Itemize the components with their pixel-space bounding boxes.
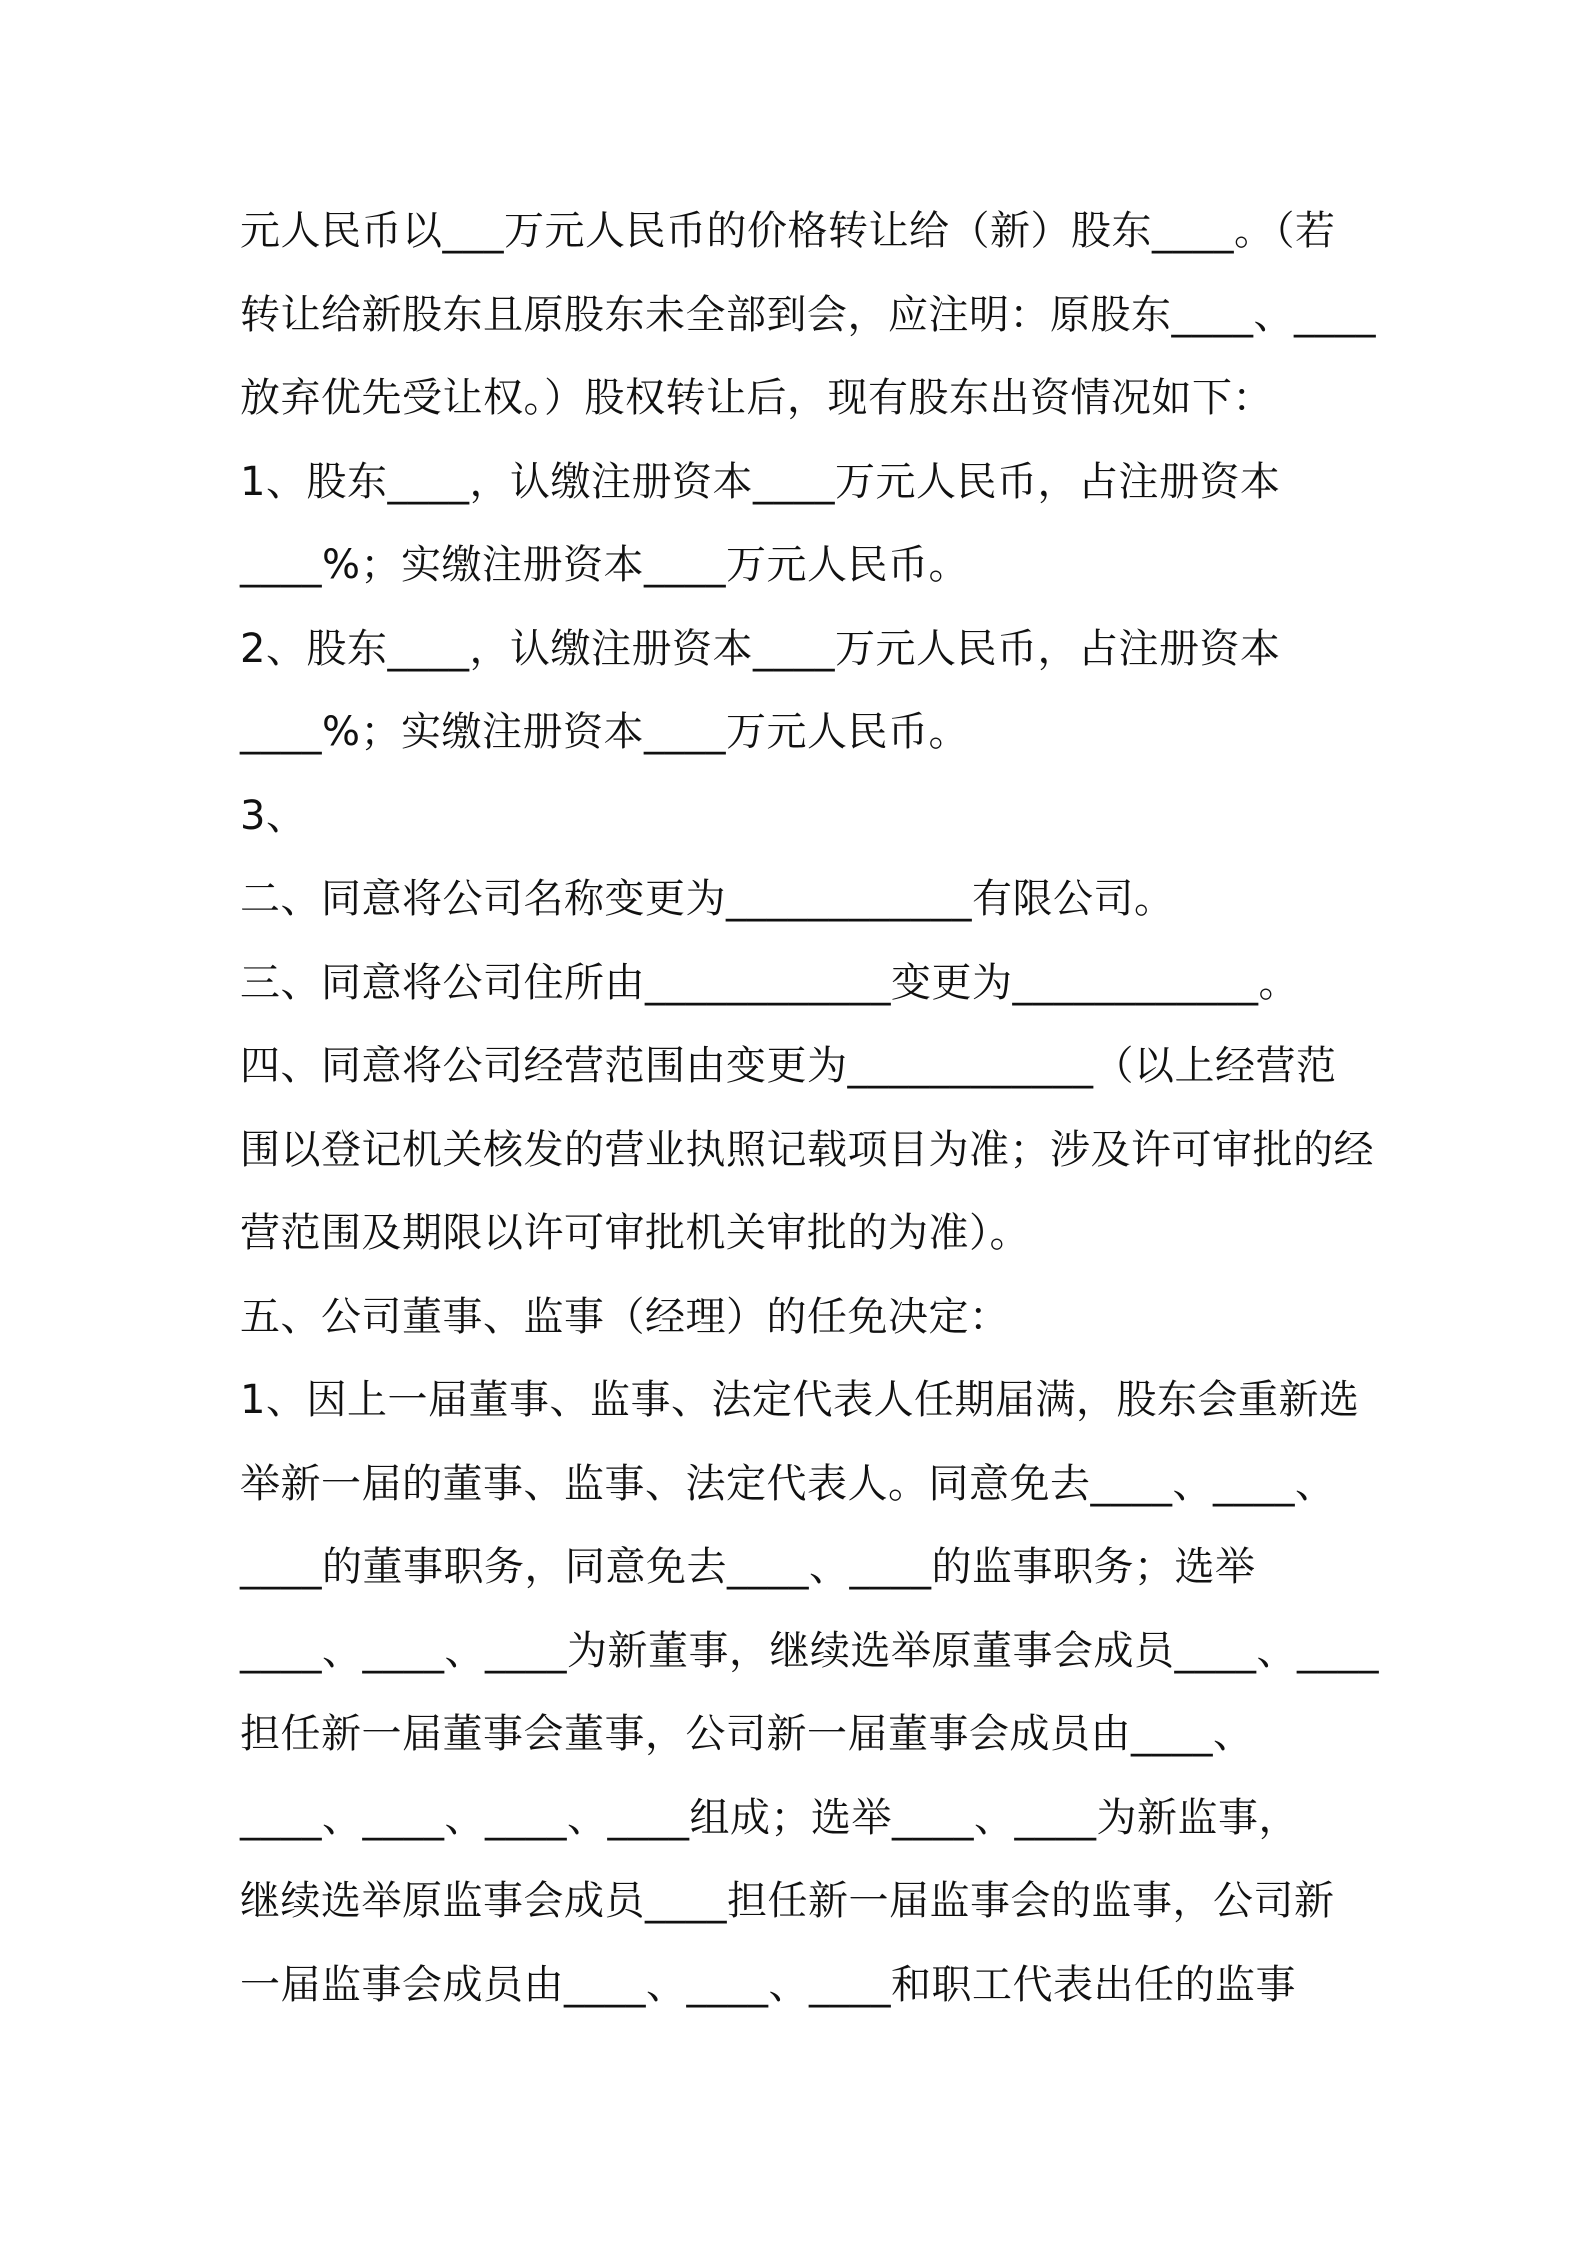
text-line: ____%；实缴注册资本____万元人民币。 <box>240 542 970 588</box>
text-line: 放弃优先受让权。）股权转让后，现有股东出资情况如下： <box>240 375 1273 421</box>
text-line: ____%；实缴注册资本____万元人民币。 <box>240 709 970 755</box>
text-line: 担任新一届董事会董事，公司新一届董事会成员由____、 <box>240 1711 1254 1757</box>
text-line: 转让给新股东且原股东未全部到会，应注明：原股东____、____ <box>240 291 1376 338</box>
text-line: ____的董事职务，同意免去____、____的监事职务；选举 <box>240 1544 1256 1590</box>
text-line: 1、因上一届董事、监事、法定代表人任期届满，股东会重新选 <box>240 1377 1360 1423</box>
text-line: 元人民币以___万元人民币的价格转让给（新）股东____。（若 <box>240 208 1336 254</box>
text-line: 举新一届的董事、监事、法定代表人。同意免去____、____、 <box>240 1460 1336 1507</box>
text-line: 继续选举原监事会成员____担任新一届监事会的监事，公司新 <box>240 1878 1335 1924</box>
text-line: 五、公司董事、监事（经理）的任免决定： <box>240 1293 1010 1340</box>
text-line: ____、____、____、____组成；选举____、____为新监事， <box>240 1794 1299 1841</box>
document-body <box>240 196 1379 2033</box>
text-line: ____、____、____为新董事，继续选举原董事会成员____、____ <box>240 1627 1379 1674</box>
text-line: 三、同意将公司住所由____________变更为____________。 <box>240 959 1299 1006</box>
text-line: 二、同意将公司名称变更为____________有限公司。 <box>240 876 1175 922</box>
text-line: 四、同意将公司经营范围由变更为____________（以上经营范 <box>240 1043 1337 1089</box>
text-line: 2、股东____，认缴注册资本____万元人民币，占注册资本 <box>240 625 1281 672</box>
text-line: 围以登记机关核发的营业执照记载项目为准；涉及许可审批的经 <box>240 1126 1374 1173</box>
text-line: 营范围及期限以许可审批机关审批的为准）。 <box>240 1210 1030 1256</box>
text-line: 一届监事会成员由____、____、____和职工代表出任的监事 <box>240 1961 1296 2008</box>
text-line: 1、股东____，认缴注册资本____万元人民币，占注册资本 <box>240 458 1281 505</box>
text-line: 3、 <box>240 792 307 839</box>
